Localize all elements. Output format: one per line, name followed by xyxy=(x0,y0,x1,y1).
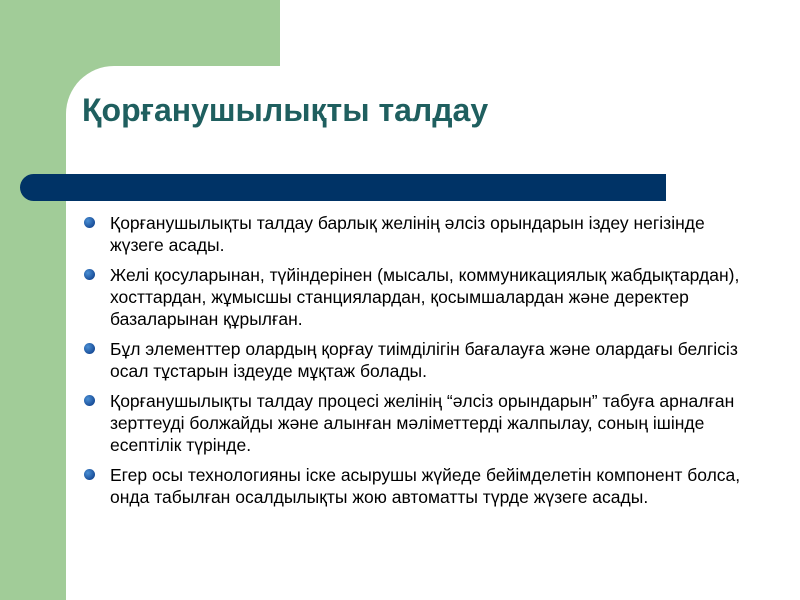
bullet-list xyxy=(82,212,762,516)
green-accent-strip xyxy=(0,0,66,600)
bullet-text: Қорғанушылықты талдау барлық желінің әлсіз орындарын іздеу негізінде жүзеге асады. xyxy=(110,213,705,255)
bullet-item xyxy=(82,464,762,508)
bullet-item xyxy=(82,264,762,330)
bullet-icon xyxy=(84,469,95,480)
bullet-text: Егер осы технологияны іске асырушы жүйеде бейімделетін компонент болса, онда табылған осалдылықты жою автоматты түрде жүзеге асады. xyxy=(110,465,741,507)
slide-title: Қорғанушылықты талдау xyxy=(82,92,489,128)
bullet-icon xyxy=(84,269,95,280)
title-underline-bar xyxy=(20,174,666,201)
bullet-text: Бұл элементтер олардың қорғау тиімділігін бағалауға және олардағы белгісіз осал тұстарын іздеуде мұқтаж болады. xyxy=(110,339,738,381)
bullet-icon xyxy=(84,217,95,228)
bullet-item xyxy=(82,212,762,256)
bullet-text: Желі қосуларынан, түйіндерінен (мысалы, коммуникациялық жабдықтардан), хосттардан, жұмысшы станциялардан, қосымшалардан және деректер базаларынан құрылған. xyxy=(110,265,740,329)
bullet-icon xyxy=(84,343,95,354)
bullet-item xyxy=(82,390,762,456)
bullet-item xyxy=(82,338,762,382)
bullet-text: Қорғанушылықты талдау процесі желінің “әлсіз орындарын” табуға арналған зерттеуді болжайды және алынған мәліметтерді жалпылау, соның ішінде есептілік түрінде. xyxy=(110,391,735,455)
bullet-icon xyxy=(84,395,95,406)
